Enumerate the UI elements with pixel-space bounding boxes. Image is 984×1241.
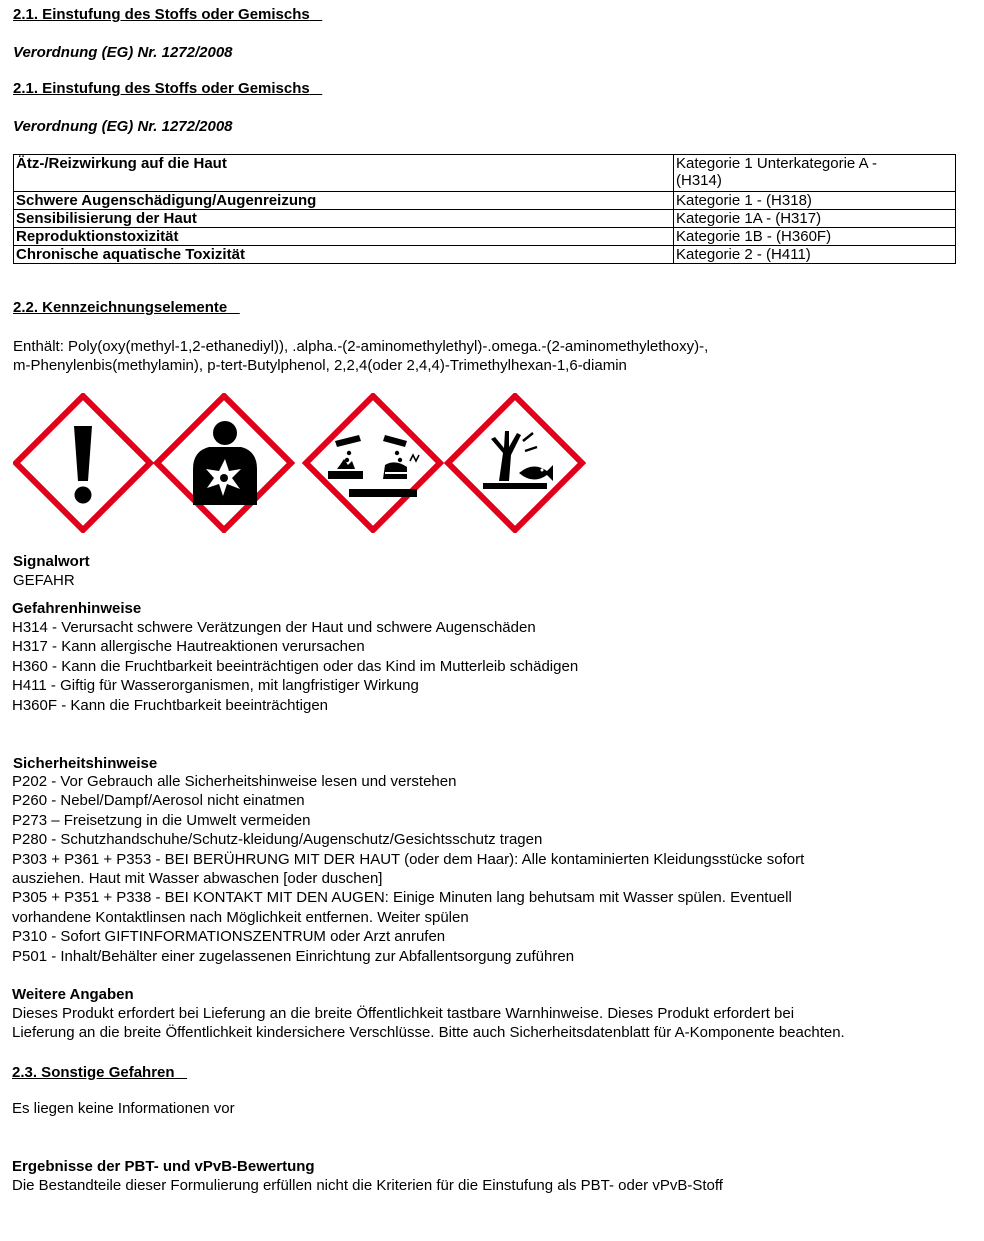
table-row [14, 246, 956, 264]
list-item: H360F - Kann die Fruchtbarkeit beeinträchtigen [12, 696, 329, 714]
list-item: H314 - Verursacht schwere Verätzungen der Haut und schwere Augenschäden [12, 619, 536, 636]
further-info-text: Dieses Produkt erfordert bei Lieferung an die breite Öffentlichkeit tastbare Warnhinweise. Dieses Produkt erfordert bei Lieferung an die breite Öffentlichkeit kindersichere Verschlüsse. Bitte auch Sicherheitsdatenblatt für A-Komponente beachten. [12, 1005, 845, 1042]
list-item: P273 – Freisetzung in die Umwelt vermeiden [12, 811, 311, 829]
hazard-class-cell: Schwere Augenschädigung/Augenreizung [14, 192, 674, 210]
table-row [14, 210, 956, 228]
regulation-label: Verordnung (EG) Nr. 1272/2008 [13, 44, 233, 61]
list-item: ausziehen. Haut mit Wasser abwaschen [oder duschen] [12, 870, 383, 888]
further-info-heading: Weitere Angaben [12, 986, 134, 1003]
list-item: vorhandene Kontaktlinsen nach Möglichkeit entfernen. Weiter spülen [12, 908, 469, 926]
list-item: P501 - Inhalt/Behälter einer zugelassenen Einrichtung zur Abfallentsorgung zuführen [12, 947, 575, 965]
list-item: P303 + P361 + P353 - BEI BERÜHRUNG MIT DER HAUT (oder dem Haar): Alle kontaminierten Kleidungsstücke sofort [12, 850, 805, 868]
list-item: P280 - Schutzhandschuhe/Schutz-kleidung/Augenschutz/Gesichtsschutz tragen [12, 831, 543, 849]
list-item: H317 - Kann allergische Hautreaktionen verursachen [12, 638, 365, 656]
hazard-class-cell: Sensibilisierung der Haut [14, 210, 674, 228]
hazard-class-cell: Ätz-/Reizwirkung auf die Haut [14, 155, 674, 192]
table-row [14, 155, 956, 192]
signal-word: GEFAHR [13, 572, 75, 589]
hazard-category-cell: Kategorie 1 Unterkategorie A - (H314) [674, 155, 956, 192]
table-row [14, 228, 956, 246]
table-row [14, 192, 956, 210]
hazard-category-cell: Kategorie 1 - (H318) [674, 192, 956, 210]
list-item: P310 - Sofort GIFTINFORMATIONSZENTRUM oder Arzt anrufen [12, 928, 446, 946]
hazard-statements-heading: Gefahrenhinweise [12, 600, 142, 617]
signal-word-heading: Signalwort [13, 553, 90, 570]
section-title-2-1-repeat: 2.1. Einstufung des Stoffs oder Gemischs [13, 80, 310, 97]
list-item: P305 + P351 + P338 - BEI KONTAKT MIT DEN AUGEN: Einige Minuten lang behutsam mit Wasser spülen. Eventuell [12, 889, 792, 907]
section-title-2-1: 2.1. Einstufung des Stoffs oder Gemischs [13, 6, 310, 23]
environment-icon [448, 396, 582, 530]
hazard-class-cell: Chronische aquatische Toxizität [14, 246, 674, 264]
other-hazards-text: Es liegen keine Informationen vor [12, 1100, 235, 1117]
corrosion-icon [306, 396, 440, 530]
hazard-class-cell: Reproduktionstoxizität [14, 228, 674, 246]
contains-text: Enthält: Poly(oxy(methyl-1,2-ethanediyl)), .alpha.-(2-aminomethylethyl)-.omega.-(2-aminomethylethoxy)-, m-Phenylenbis(methylamin), p-tert-Butylphenol, 2,2,4(oder 2,4,4)-Trimethylhexan-1,6-diamin [13, 338, 709, 375]
pbt-text: Die Bestandteile dieser Formulierung erfüllen nicht die Kriterien für die Einstufung als PBT- oder vPvB-Stoff [12, 1177, 723, 1194]
classification-table [13, 154, 956, 264]
hazard-category-cell: Kategorie 2 - (H411) [674, 246, 956, 264]
health-hazard-icon [157, 396, 291, 530]
precautionary-statements-heading: Sicherheitshinweise [13, 755, 158, 772]
hazard-category-cell: Kategorie 1B - (H360F) [674, 228, 956, 246]
section-title-2-3: 2.3. Sonstige Gefahren [12, 1064, 175, 1081]
list-item: H360 - Kann die Fruchtbarkeit beeinträchtigen oder das Kind im Mutterleib schädigen [12, 657, 579, 675]
ghs-pictograms [13, 393, 593, 533]
precautionary-statements-list [12, 772, 804, 966]
list-item: H411 - Giftig für Wasserorganismen, mit langfristiger Wirkung [12, 677, 419, 695]
hazard-statements-list [12, 618, 578, 715]
hazard-category-cell: Kategorie 1A - (H317) [674, 210, 956, 228]
list-item: P202 - Vor Gebrauch alle Sicherheitshinweise lesen und verstehen [12, 773, 457, 790]
section-title-2-2: 2.2. Kennzeichnungselemente [13, 299, 228, 316]
list-item: P260 - Nebel/Dampf/Aerosol nicht einatmen [12, 792, 305, 810]
pbt-heading: Ergebnisse der PBT- und vPvB-Bewertung [12, 1158, 315, 1175]
exclamation-mark-icon [16, 396, 150, 530]
regulation-label-repeat: Verordnung (EG) Nr. 1272/2008 [13, 118, 233, 135]
